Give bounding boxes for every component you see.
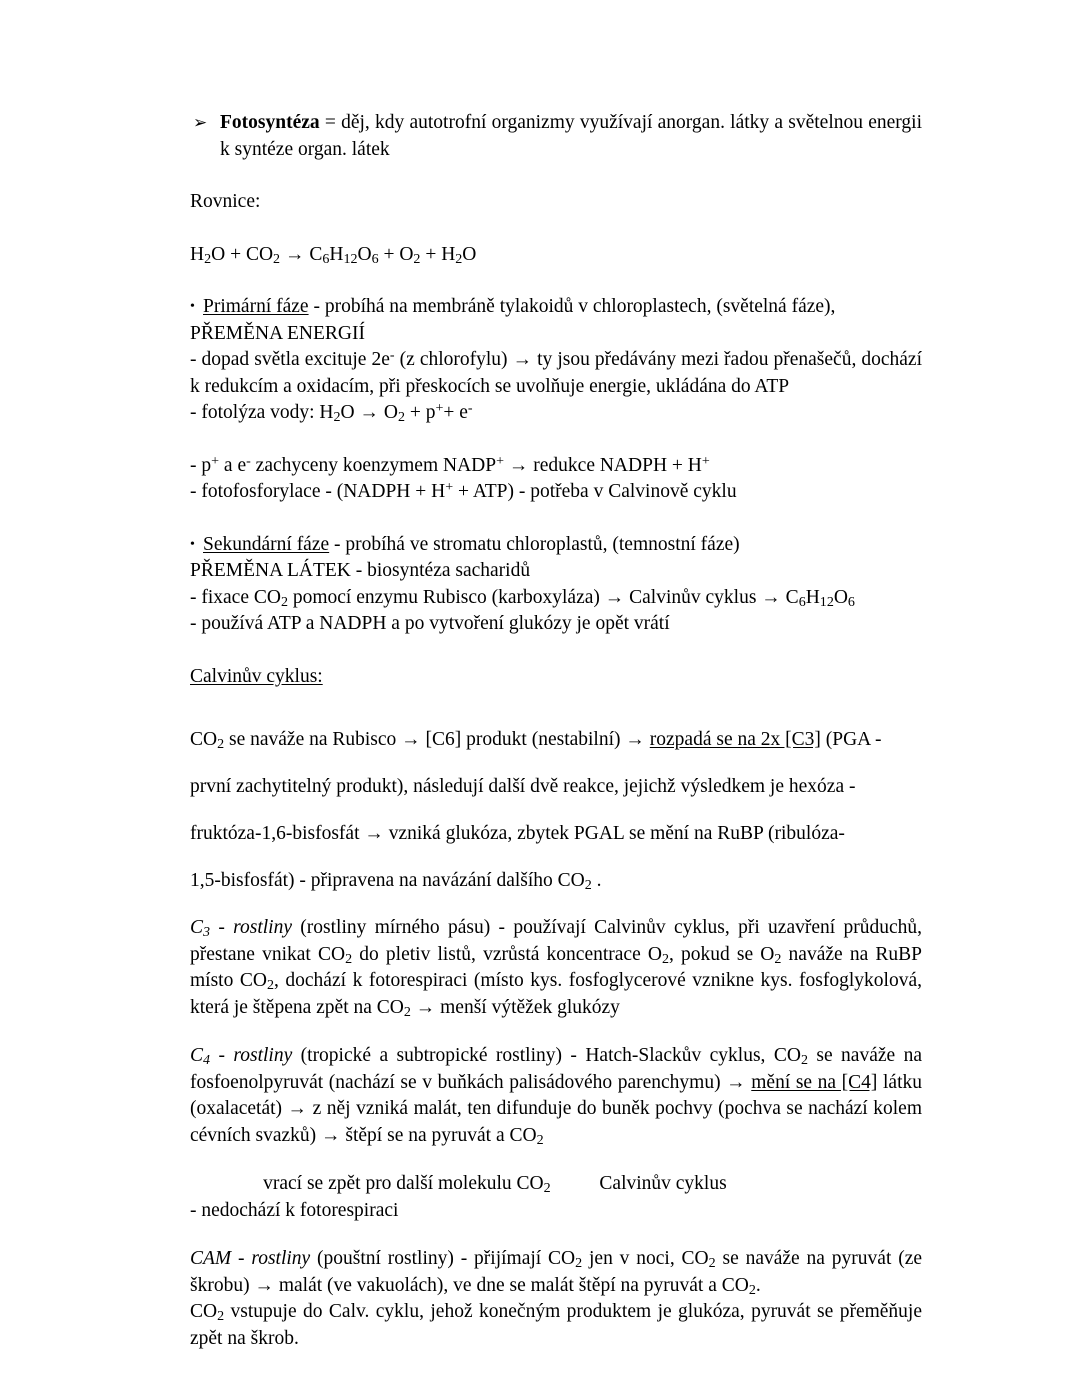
calvin-cycle-heading-text: Calvinův cyklus: xyxy=(190,665,323,687)
eq-water-sub: 2 xyxy=(455,250,463,267)
sp1-d: O xyxy=(833,586,848,608)
secondary-phase-label: Sekundární fáze xyxy=(203,533,330,555)
c4-label xyxy=(190,1045,293,1069)
secondary-phase-line-1 xyxy=(190,585,922,612)
eq-glucose-c: C xyxy=(309,243,323,265)
arrow-bullet-icon: ➢ xyxy=(193,113,208,132)
c3-plants-paragraph xyxy=(190,915,922,1021)
pp2-sub1: 2 xyxy=(333,409,341,426)
cam2-sub: 2 xyxy=(217,1308,225,1325)
c4-no-photorespiration: - nedochází k fotorespiraci xyxy=(190,1199,399,1221)
c3-text-d: naváže na RuBP místo CO xyxy=(190,943,922,991)
cam-sub-1: 2 xyxy=(575,1255,583,1272)
eq-plus-1: + xyxy=(225,243,246,265)
secondary-phase-heading xyxy=(190,532,922,559)
sp1-b: pomocí enzymu Rubisco (karboxyláza) → Calvinův cyklus → C xyxy=(287,586,799,608)
definition-bullet-item xyxy=(190,110,922,163)
c3-sub-4: 2 xyxy=(266,977,274,994)
spacer xyxy=(190,1021,922,1043)
c3-sub-1: 2 xyxy=(345,950,353,967)
primary-phase-subtitle: PŘEMĚNA ENERGIÍ xyxy=(190,322,365,344)
eq-h: H xyxy=(190,243,205,265)
cc1-sub: 2 xyxy=(217,736,225,753)
c4-sub-1: 2 xyxy=(800,1052,808,1069)
sp1-a: - fixace CO xyxy=(190,586,281,608)
pp2-a: - fotolýza vody: H xyxy=(190,402,334,423)
calvin-cycle-paragraph-2: první zachytitelný produkt), následují další dvě reakce, jejichž výsledkem je hexóza - xyxy=(190,776,856,797)
calvin-cycle-paragraph-3: fruktóza-1,6-bisfosfát → vzniká glukóza, zbytek PGAL se mění na RuBP (ribulóza- xyxy=(190,823,845,844)
spacer xyxy=(190,506,922,532)
c3-label-rest: - rostliny xyxy=(210,917,292,938)
calvin-cycle-paragraph-4 xyxy=(190,857,922,904)
eq-glucose-o-sub: 6 xyxy=(371,250,379,267)
pp2-sub2: 2 xyxy=(397,409,405,426)
c4-sub-2: 2 xyxy=(536,1131,544,1148)
c3-label-sub: 3 xyxy=(203,924,211,941)
pp4-sup1: + xyxy=(445,479,454,496)
cam-label: CAM - rostliny xyxy=(190,1248,311,1269)
eq-o2: O xyxy=(399,243,414,265)
c4-return-note xyxy=(190,1171,922,1198)
c3-text-c: , pokud se O xyxy=(668,943,775,965)
sp1-c: H xyxy=(805,586,820,608)
c4-note-pad xyxy=(190,1173,263,1194)
cc1-c: (PGA - xyxy=(820,729,882,750)
sp1-sub2: 6 xyxy=(798,593,806,610)
definition-term: Fotosyntéza xyxy=(220,112,320,133)
spacer xyxy=(190,216,922,242)
primary-phase-line-1 xyxy=(190,347,922,400)
pp2-d: + e xyxy=(443,402,468,423)
pp3-c: zachyceny koenzymem NADP xyxy=(250,454,497,476)
cc1-a: CO xyxy=(190,729,218,750)
pp1-electron-charge: - xyxy=(389,347,395,364)
c4-label-rest: - rostliny xyxy=(210,1045,293,1066)
eq-glucose-o: O xyxy=(357,243,372,265)
calvin-cycle-paragraph-1 xyxy=(190,716,922,763)
primary-phase-line-3 xyxy=(190,453,922,480)
dot-bullet-icon: • xyxy=(190,299,195,314)
eq-co-sub: 2 xyxy=(273,250,281,267)
pp2-b: O → O xyxy=(340,402,398,423)
eq-h-tail: O xyxy=(211,243,226,265)
cc1-underlined: rozpadá se na 2x [C3] xyxy=(649,729,821,750)
cam-plants-paragraph xyxy=(190,1246,922,1299)
cam-plants-paragraph-2 xyxy=(190,1299,922,1352)
primary-phase-line-4 xyxy=(190,479,922,506)
cam2-a: CO xyxy=(190,1301,218,1322)
cam-text-d: . xyxy=(755,1274,761,1296)
spacer xyxy=(190,1224,922,1246)
eq-o2-sub: 2 xyxy=(413,250,421,267)
document-body xyxy=(190,110,922,1352)
c4-label-c: C xyxy=(190,1045,204,1066)
pp4-a: - fotofosforylace - (NADPH + H xyxy=(190,481,446,502)
c3-text-b: do pletiv listů, vzrůstá koncentrace O xyxy=(352,943,662,965)
c4-label-sub: 4 xyxy=(203,1052,211,1069)
spacer xyxy=(190,690,922,716)
pp3-a: - p xyxy=(190,454,212,476)
primary-phase-heading xyxy=(190,294,922,321)
pp2-electron-charge: - xyxy=(467,400,473,417)
pp3-b: a e xyxy=(219,454,247,476)
equation-heading: Rovnice: xyxy=(190,191,261,212)
eq-glucose-c-sub: 6 xyxy=(322,250,330,267)
c3-text-e: , dochází k fotorespiraci (místo kys. fosfoglycerové vznikne kys. fosfoglykolová, která je štěpena zpět na CO xyxy=(190,970,922,1018)
c4-text-b: se naváže na fosfoenolpyruvát (nachází se v buňkách palisádového parenchymu) → xyxy=(190,1045,922,1093)
pp3-d: → redukce NADPH + H xyxy=(504,454,702,476)
dot-bullet-icon: • xyxy=(190,536,195,552)
pp1-a: - dopad světla excituje 2e xyxy=(190,349,390,370)
spacer xyxy=(190,163,922,189)
primary-phase-heading-rest: - probíhá na membráně tylakoidů v chloroplastech, (světelná fáze), xyxy=(308,296,836,317)
sp1-sub: 2 xyxy=(280,593,288,610)
c3-text-a: (rostliny mírného pásu) - používají Calvinův cyklus, při uzavření průduchů, přestane vnikat CO xyxy=(190,917,922,965)
c3-label-c: C xyxy=(190,917,204,938)
eq-plus-3: + xyxy=(420,243,442,265)
cam-text-b: jen v noci, CO xyxy=(582,1248,709,1269)
c4-note-a: vrací se zpět pro další molekulu CO xyxy=(263,1173,544,1194)
eq-h-sub: 2 xyxy=(204,250,212,267)
cam-text-c: se naváže na pyruvát (ze škrobu) → malát (ve vakuolách), ve dne se malát štěpí na pyruvát a CO xyxy=(190,1248,923,1296)
c4-note-sub: 2 xyxy=(543,1180,551,1197)
sp1-sub3: 12 xyxy=(819,593,834,610)
cc4-b: . xyxy=(591,870,602,891)
secondary-phase-subtitle: PŘEMĚNA LÁTEK - biosyntéza sacharidů xyxy=(190,560,531,581)
cam2-b: vstupuje do Calv. cyklu, jehož konečným produktem je glukóza, pyruvát se přeměňuje zpět na škrob. xyxy=(190,1301,922,1349)
cam-sub-3: 2 xyxy=(748,1281,756,1298)
definition-text: = děj, kdy autotrofní organizmy využívají anorgan. látky a světelnou energii k syntéze organ. látek xyxy=(220,112,922,160)
eq-glucose-h: H xyxy=(329,243,344,265)
c4-underlined: mění se na [C4] xyxy=(751,1071,878,1093)
eq-glucose-h-sub: 12 xyxy=(343,250,358,267)
sp1-sub4: 6 xyxy=(847,593,855,610)
c3-sub-5: 2 xyxy=(403,1003,411,1020)
primary-phase-line-2 xyxy=(190,400,922,427)
cc1-b: se naváže na Rubisco → [C6] produkt (nestabilní) → xyxy=(224,729,650,750)
pp4-b: + ATP) - potřeba v Calvinově cyklu xyxy=(453,481,737,502)
secondary-phase-line-2: - používá ATP a NADPH a po vytvoření glukózy je opět vrátí xyxy=(190,613,670,634)
eq-water-h: H xyxy=(441,243,456,265)
eq-water-tail: O xyxy=(462,243,477,265)
pp3-sup2: - xyxy=(246,452,251,469)
eq-plus-2: + xyxy=(378,243,400,265)
primary-phase-label: Primární fáze xyxy=(203,296,309,317)
spacer xyxy=(190,638,922,664)
spacer xyxy=(190,904,922,915)
c4-note-b: Calvinův cyklus xyxy=(550,1173,727,1194)
pp2-proton-charge: + xyxy=(435,400,444,417)
c4-plants-paragraph xyxy=(190,1043,922,1149)
cam-sub-2: 2 xyxy=(708,1255,716,1272)
pp3-sup3: + xyxy=(496,452,505,469)
cc4-sub: 2 xyxy=(584,877,592,894)
pp1-b: (z chlorofylu) → ty jsou předávány mezi řadou přenašečů, dochází k redukcím a oxidacím, při přeskocích se uvolňuje energie, ukládána do ATP xyxy=(190,349,922,397)
photosynthesis-equation xyxy=(190,242,922,269)
c3-label xyxy=(190,917,292,941)
pp3-sup4: + xyxy=(701,452,710,469)
c4-text-a: (tropické a subtropické rostliny) - Hatch-Slackův cyklus, CO xyxy=(292,1045,801,1066)
eq-arrow: → xyxy=(280,243,310,265)
eq-co: CO xyxy=(245,243,274,265)
spacer xyxy=(190,1149,922,1171)
c3-sub-2: 2 xyxy=(661,950,669,967)
cam-text-a: (pouštní rostliny) - přijímají CO xyxy=(310,1248,576,1269)
pp2-c: + p xyxy=(404,402,436,423)
cc4-a: 1,5-bisfosfát) - připravena na navázání dalšího CO xyxy=(190,870,585,891)
c3-sub-3: 2 xyxy=(774,950,782,967)
calvin-cycle-heading xyxy=(190,664,922,691)
spacer xyxy=(190,268,922,294)
c4-text-c: látku (oxalacetát) → z něj vzniká malát, ten difunduje do buněk pochvy (pochva se nachází kolem cévních svazků) → štěpí se na pyruvát a CO xyxy=(190,1071,922,1146)
spacer xyxy=(190,427,922,453)
pp3-sup1: + xyxy=(211,452,220,469)
secondary-phase-heading-rest: - probíhá ve stromatu chloroplastů, (temnostní fáze) xyxy=(329,533,740,555)
c3-text-f: → menší výtěžek glukózy xyxy=(410,996,620,1018)
